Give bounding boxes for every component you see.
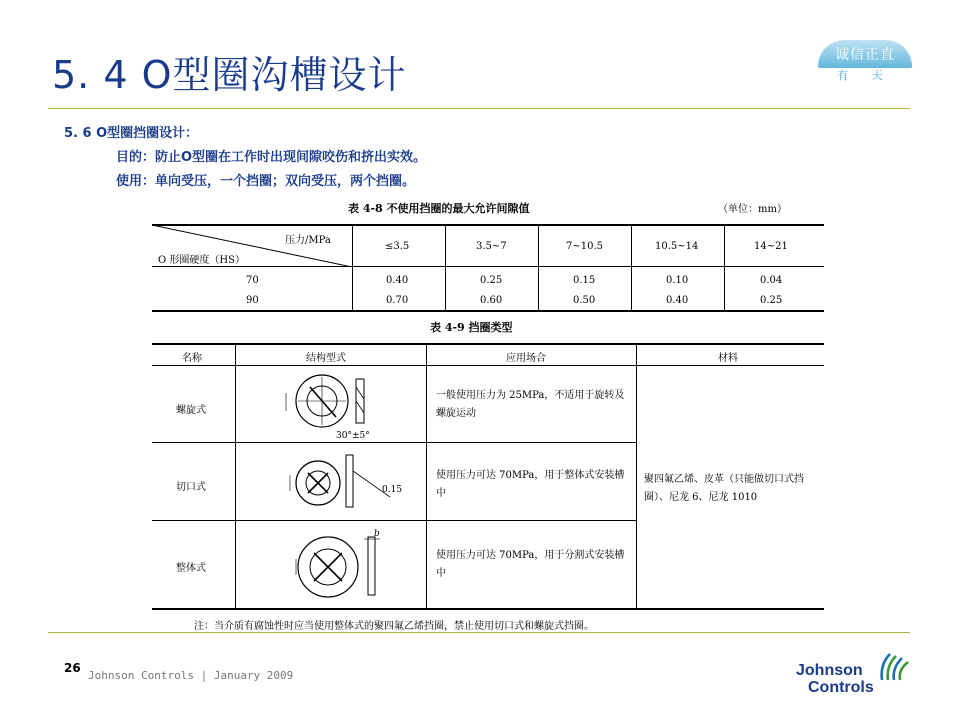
pressure-header: 14~21 (754, 241, 788, 252)
gap-value-cell: 0.50 (573, 295, 596, 306)
gap-value-cell: 0.70 (386, 295, 409, 306)
gap-value-cell: 0.04 (760, 275, 783, 286)
slide-title: 5. 4 O型圈沟槽设计 (52, 53, 407, 97)
section-heading: 5. 6 O型圈挡圈设计： (64, 126, 199, 141)
application-cell: 使用压力可达 70MPa，用于分割式安装槽中 (436, 550, 625, 579)
badge-sub-text: 有 天 (837, 69, 893, 82)
table1-caption: 表 4-8 不使用挡圈的最大允许间隙值 (348, 202, 530, 215)
spiral-ring-diagram (280, 371, 390, 443)
table2-header-material: 材料 (718, 353, 738, 364)
solid-width-label: b (374, 529, 380, 539)
table2-top-rule (152, 343, 824, 345)
logo-line2: Controls (808, 679, 874, 696)
title-divider (48, 108, 910, 109)
application-cell: 一般使用压力为 25MPa，不适用于旋转及螺旋运动 (436, 390, 625, 419)
table1-corner-bottom: O 形圈硬度（HS） (158, 255, 245, 266)
hardness-cell: 90 (246, 295, 259, 306)
table2-header-name: 名称 (182, 353, 202, 364)
pressure-header: ≤3.5 (385, 241, 410, 252)
ring-type-name: 整体式 (176, 563, 206, 574)
hardness-cell: 70 (246, 275, 259, 286)
gap-value-cell: 0.40 (386, 275, 409, 286)
table2-note: 注：当介质有腐蚀性时应当使用整体式的聚四氟乙烯挡圈，禁止使用切口式和螺旋式挡圈。 (194, 621, 594, 632)
gap-value-cell: 0.60 (480, 295, 503, 306)
johnson-controls-logo (796, 650, 916, 700)
pressure-header: 3.5~7 (476, 241, 507, 252)
usage-text: 使用：单向受压，一个挡圈；双向受压，两个挡圈。 (116, 174, 416, 189)
badge-main-text: 诚信正直 (818, 40, 912, 68)
table1-unit: （单位：mm） (718, 204, 787, 215)
purpose-text: 目的：防止O型圈在工作时出现间隙咬伤和挤出实效。 (116, 150, 427, 165)
gap-value-cell: 0.25 (760, 295, 783, 306)
scanned-tables (150, 195, 826, 632)
split-ring-diagram (280, 451, 403, 517)
logo-text (796, 662, 874, 696)
gap-value-cell: 0.15 (573, 275, 596, 286)
table2-caption: 表 4-9 挡圈类型 (430, 321, 513, 334)
section-text (64, 122, 426, 194)
logo-line1: Johnson (796, 662, 863, 679)
split-gap-label: 0.15 (382, 485, 403, 495)
table1-corner-top: 压力/MPa (285, 235, 331, 246)
ring-type-name: 切口式 (176, 482, 206, 493)
logo-mark-icon (876, 650, 912, 686)
table2-header-application: 应用场合 (506, 353, 546, 364)
footer-text: Johnson Controls | January 2009 (88, 669, 294, 682)
table2-bottom-rule (152, 608, 824, 610)
table2-header-structure: 结构型式 (306, 353, 346, 364)
pressure-header: 10.5~14 (655, 241, 699, 252)
page-number: 26 (64, 661, 81, 675)
gap-value-cell: 0.25 (480, 275, 503, 286)
pressure-header: 7~10.5 (566, 241, 604, 252)
ring-type-name: 螺旋式 (176, 405, 206, 416)
application-cell: 使用压力可达 70MPa，用于整体式安装槽中 (436, 470, 625, 499)
gap-value-cell: 0.10 (666, 275, 689, 286)
gap-value-cell: 0.40 (666, 295, 689, 306)
slogan-badge (818, 40, 912, 86)
footer-divider (48, 632, 910, 633)
material-cell: 聚四氟乙烯、皮革（只能做切口式挡圈）、尼龙 6、尼龙 1010 (644, 474, 804, 503)
spiral-angle-label: 30°±5° (336, 431, 370, 441)
